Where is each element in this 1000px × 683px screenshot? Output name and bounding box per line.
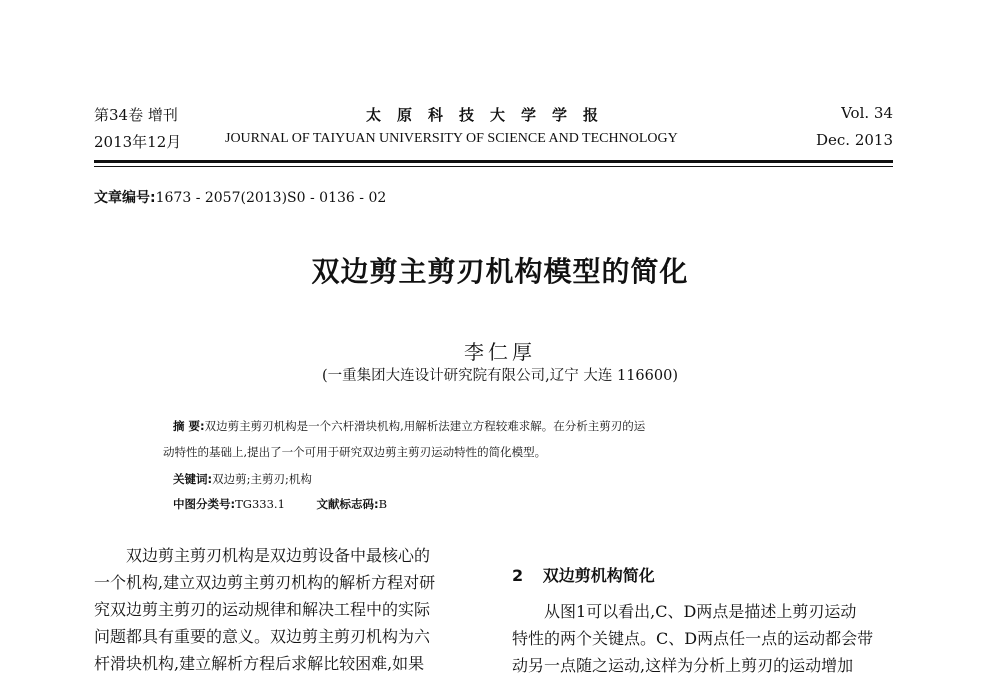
body-line: 动另一点随之运动,这样为分析上剪刃的运动增加 xyxy=(512,656,854,675)
keywords-label: 关键词: xyxy=(173,472,213,486)
abstract-text-1: 双边剪主剪刃机构是一个六杆滑块机构,用解析法建立方程较难求解。在分析主剪刃的运 xyxy=(204,419,646,433)
body-line: 一个机构,建立双边剪主剪刃机构的解析方程对研 xyxy=(94,573,436,592)
classification-label: 中图分类号: xyxy=(173,497,236,511)
body-line: 特性的两个关键点。C、D两点任一点的运动都会带 xyxy=(512,629,874,648)
left-column xyxy=(94,542,435,677)
affiliation: (一重集团大连设计研究院有限公司,辽宁 大连 116600) xyxy=(322,368,678,384)
classification xyxy=(173,496,387,512)
abstract-line-2: 动特性的基础上,提出了一个可用于研究双边剪主剪刃运动特性的简化模型。 xyxy=(163,445,547,459)
body-line: 问题都具有重要的意义。双边剪主剪刃机构为六 xyxy=(94,627,431,646)
body-line: 双边剪主剪刃机构是双边剪设备中最核心的 xyxy=(126,546,431,565)
keywords xyxy=(173,471,312,487)
volume-issue: 第34卷 增刊 xyxy=(94,106,178,124)
article-id-label: 文章编号: xyxy=(94,190,156,206)
abstract-line-1 xyxy=(173,418,645,434)
date-cn: 2013年12月 xyxy=(94,133,182,151)
doc-code-value: B xyxy=(378,497,388,511)
volume-en: Vol. 34 xyxy=(841,104,893,122)
paper-title: 双边剪主剪刃机构模型的简化 xyxy=(311,255,689,288)
doc-code-label: 文献标志码: xyxy=(316,497,379,511)
section-number: 2 xyxy=(512,566,524,585)
right-column xyxy=(512,598,873,679)
section-heading xyxy=(512,563,655,586)
section-title: 双边剪机构简化 xyxy=(542,566,655,585)
journal-title-en: JOURNAL OF TAIYUAN UNIVERSITY OF SCIENCE AND TECHNOLOGY xyxy=(225,131,678,146)
article-id xyxy=(94,187,386,207)
body-line: 杆滑块机构,建立解析方程后求解比较困难,如果 xyxy=(94,654,425,673)
classification-value: TG333.1 xyxy=(235,497,285,511)
keywords-value: 双边剪;主剪刃;机构 xyxy=(212,472,312,486)
author: 李仁厚 xyxy=(464,340,536,364)
journal-title-cn: 太原科技大学学报 xyxy=(366,106,615,124)
header-rule-thick xyxy=(94,160,893,163)
body-line: 从图1可以看出,C、D两点是描述上剪刃运动 xyxy=(544,602,857,621)
body-line: 究双边剪主剪刃的运动规律和解决工程中的实际 xyxy=(94,600,431,619)
abstract-label: 摘 要: xyxy=(173,419,205,433)
article-id-value: 1673 - 2057(2013)S0 - 0136 - 02 xyxy=(155,190,387,206)
date-en: Dec. 2013 xyxy=(815,131,893,149)
header-rule-thin xyxy=(94,166,893,167)
